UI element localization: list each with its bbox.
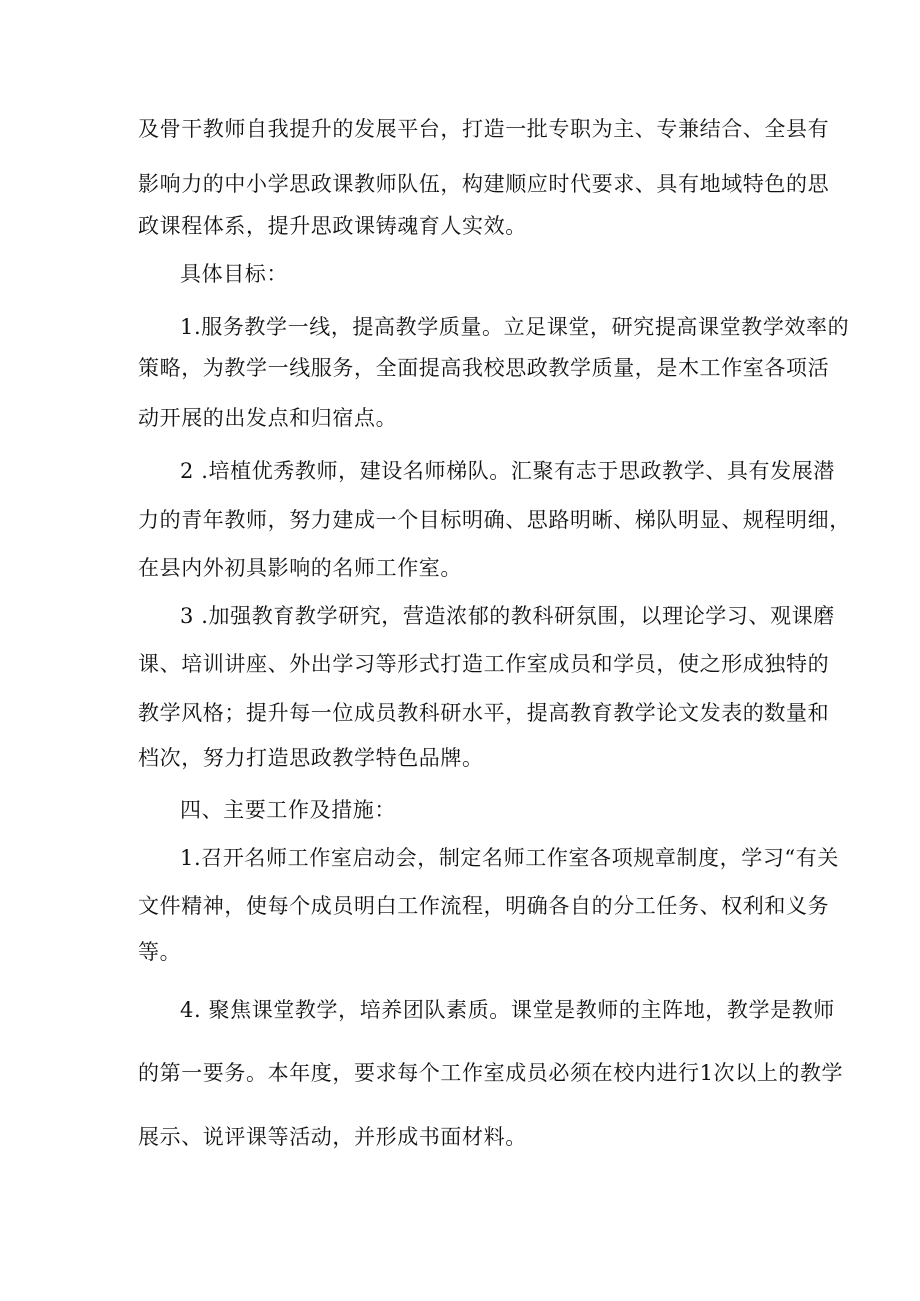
body-text-line: 1.召开名师工作室启动会，制定名师工作室各项规章制度，学习“有关	[180, 846, 839, 870]
body-text-line: 动开展的出发点和归宿点。	[138, 406, 398, 430]
body-text-line: 1.服务教学一线，提高教学质量。立足课堂，研究提高课堂教学效率的	[180, 315, 850, 339]
body-text-line: 的第一要务。本年度，要求每个工作室成员必须在校内进行1次以上的教学	[138, 1061, 844, 1085]
body-text-line: 力的青年教师，努力建成一个目标明确、思路明晰、梯队明显、规程明细，	[138, 508, 851, 532]
body-text-line: 在县内外初具影响的名师工作室。	[138, 556, 462, 580]
body-text-line: 2 .培植优秀教师，建设名师梯队。汇聚有志于思政教学、具有发展潜	[180, 459, 835, 483]
section-heading: 四、主要工作及措施：	[180, 798, 396, 822]
body-text-line: 4. 聚焦课堂教学，培养团队素质。课堂是教师的主阵地，教学是教师	[180, 998, 835, 1022]
body-text-line: 文件精神，使每个成员明白工作流程，明确各自的分工任务、权利和义务	[138, 894, 830, 918]
body-text-line: 影响力的中小学思政课教师队伍，构建顺应时代要求、具有地域特色的思	[138, 172, 830, 196]
body-text-line: 及骨干教师自我提升的发展平台，打造一批专职为主、专兼结合、全县有	[138, 117, 830, 141]
body-text-line: 3 .加强教育教学研究，营造浓郁的教科研氛围，以理论学习、观课磨	[180, 604, 835, 628]
body-text-line: 政课程体系，提升思政课铸魂育人实效。	[138, 214, 527, 238]
body-text-line: 等。	[138, 940, 182, 964]
body-text-line: 课、培训讲座、外出学习等形式打造工作室成员和学员，使之形成独特的	[138, 652, 830, 676]
section-heading: 具体目标：	[180, 262, 288, 286]
body-text-line: 教学风格；提升每一位成员教科研水平，提高教育教学论文发表的数量和	[138, 701, 830, 725]
body-text-line: 档次，努力打造思政教学特色品牌。	[138, 746, 484, 770]
body-text-line: 策略，为教学一线服务，全面提高我校思政教学质量，是木工作室各项活	[138, 356, 830, 380]
body-text-line: 展示、说评课等活动，并形成书面材料。	[138, 1125, 527, 1149]
